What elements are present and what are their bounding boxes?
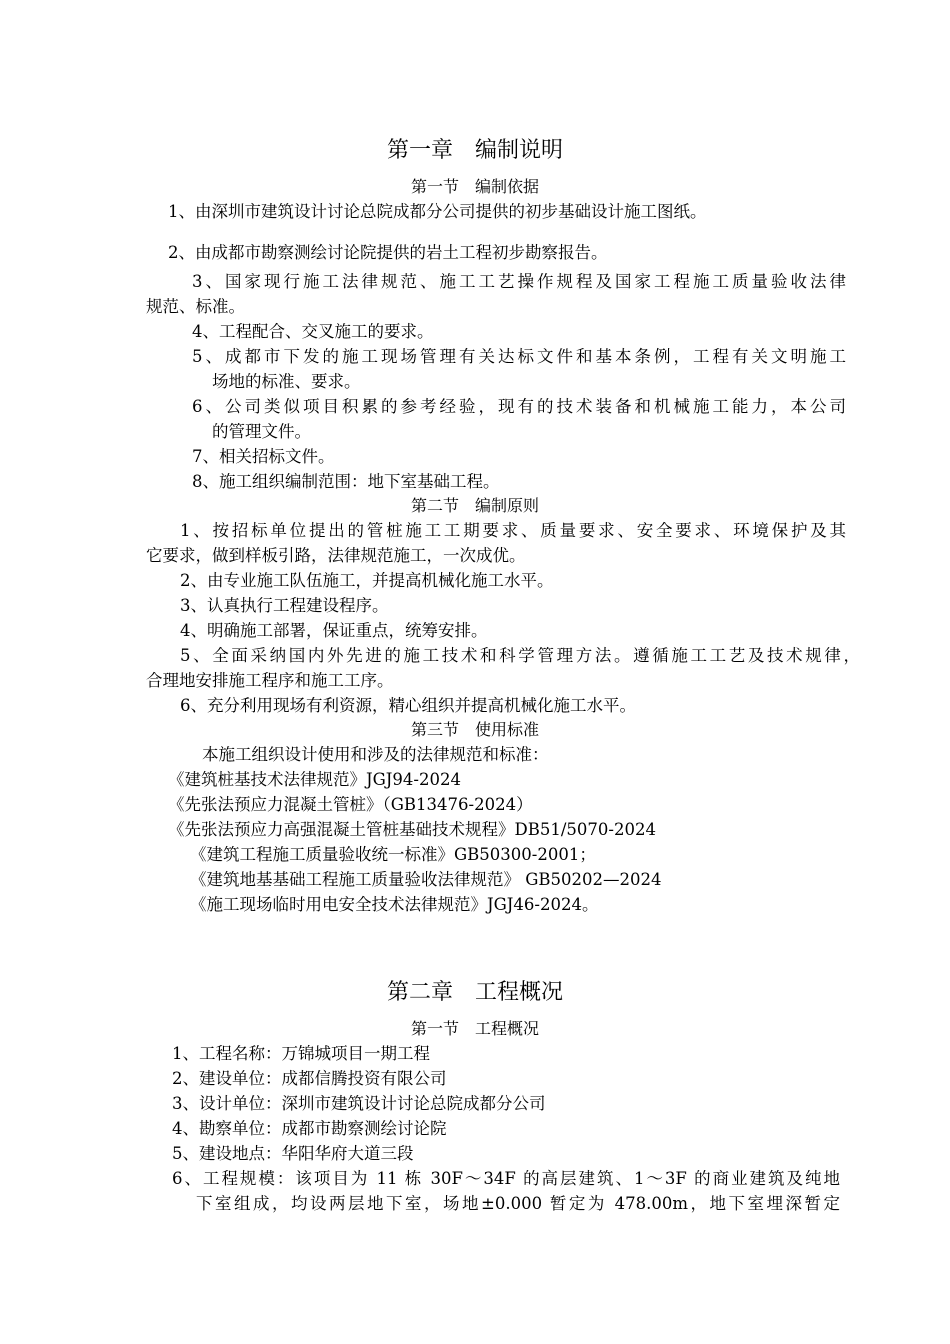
standards-intro: 本施工组织设计使用和涉及的法律规范和标准： — [202, 745, 549, 764]
basis-item-1: 1、由深圳市建筑设计讨论总院成都分公司提供的初步基础设计施工图纸。 — [168, 202, 707, 221]
overview-item-6-line2: 下室组成，均设两层地下室，场地±0.000 暂定为 478.00m，地下室埋深暂定 — [196, 1194, 840, 1213]
standard-3: 《先张法预应力高强混凝土管桩基础技术规程》DB51/5070-2024 — [168, 820, 656, 839]
overview-item-5: 5、建设地点：华阳华府大道三段 — [172, 1144, 414, 1163]
basis-item-5-line1: 5、成都市下发的施工现场管理有关达标文件和基本条例，工程有关文明施工 — [192, 347, 846, 366]
overview-item-4: 4、勘察单位：成都市勘察测绘讨论院 — [172, 1119, 447, 1138]
overview-item-3: 3、设计单位：深圳市建筑设计讨论总院成都分公司 — [172, 1094, 546, 1113]
chapter1-title: 第一章 编制说明 — [386, 138, 563, 163]
principle-item-2: 2、由专业施工队伍施工，并提高机械化施工水平。 — [180, 571, 554, 590]
basis-item-5-line2: 场地的标准、要求。 — [212, 372, 361, 391]
basis-item-3-line1: 3、国家现行施工法律规范、施工工艺操作规程及国家工程施工质量验收法律 — [192, 272, 846, 291]
overview-item-2: 2、建设单位：成都信腾投资有限公司 — [172, 1069, 447, 1088]
principle-item-5-line2: 合理地安排施工程序和施工工序。 — [146, 671, 394, 690]
principle-item-5-line1: 5、全面采纳国内外先进的施工技术和科学管理方法。遵循施工工艺及技术规律， — [180, 646, 860, 665]
standard-6: 《施工现场临时用电安全技术法律规范》JGJ46-2024。 — [190, 895, 599, 914]
basis-item-3-line2: 规范、标准。 — [146, 297, 245, 316]
standard-4: 《建筑工程施工质量验收统一标准》GB50300-2001； — [190, 845, 596, 864]
principle-item-1-line1: 1、按招标单位提出的管桩施工工期要求、质量要求、安全要求、环境保护及其 — [180, 521, 846, 540]
overview-item-6-line1: 6、工程规模：该项目为 11 栋 30F～34F 的高层建筑、1～3F 的商业建筑及纯地 — [172, 1169, 840, 1188]
standard-5: 《建筑地基基础工程施工质量验收法律规范》 GB50202—2024 — [190, 870, 662, 889]
basis-item-2: 2、由成都市勘察测绘讨论院提供的岩土工程初步勘察报告。 — [168, 243, 608, 262]
standard-1: 《建筑桩基技术法律规范》JGJ94-2024 — [168, 770, 461, 789]
standard-2: 《先张法预应力混凝土管桩》（GB13476-2024） — [168, 795, 533, 814]
basis-item-6-line2: 的管理文件。 — [212, 422, 311, 441]
principle-item-6: 6、充分利用现场有利资源，精心组织并提高机械化施工水平。 — [180, 696, 636, 715]
principle-item-3: 3、认真执行工程建设程序。 — [180, 596, 389, 615]
chapter1-section3-title: 第三节 使用标准 — [410, 720, 539, 739]
basis-item-8: 8、施工组织编制范围：地下室基础工程。 — [192, 472, 500, 491]
chapter2-section1-title: 第一节 工程概况 — [410, 1019, 539, 1038]
chapter1-section1-title: 第一节 编制依据 — [410, 177, 539, 196]
overview-item-1: 1、工程名称：万锦城项目一期工程 — [172, 1044, 430, 1063]
basis-item-4: 4、工程配合、交叉施工的要求。 — [192, 322, 434, 341]
principle-item-4: 4、明确施工部署，保证重点，统筹安排。 — [180, 621, 488, 640]
principle-item-1-line2: 它要求，做到样板引路，法律规范施工，一次成优。 — [146, 546, 526, 565]
chapter2-title: 第二章 工程概况 — [386, 980, 563, 1005]
chapter1-section2-title: 第二节 编制原则 — [410, 496, 539, 515]
basis-item-6-line1: 6、公司类似项目积累的参考经验，现有的技术装备和机械施工能力，本公司 — [192, 397, 846, 416]
basis-item-7: 7、相关招标文件。 — [192, 447, 335, 466]
